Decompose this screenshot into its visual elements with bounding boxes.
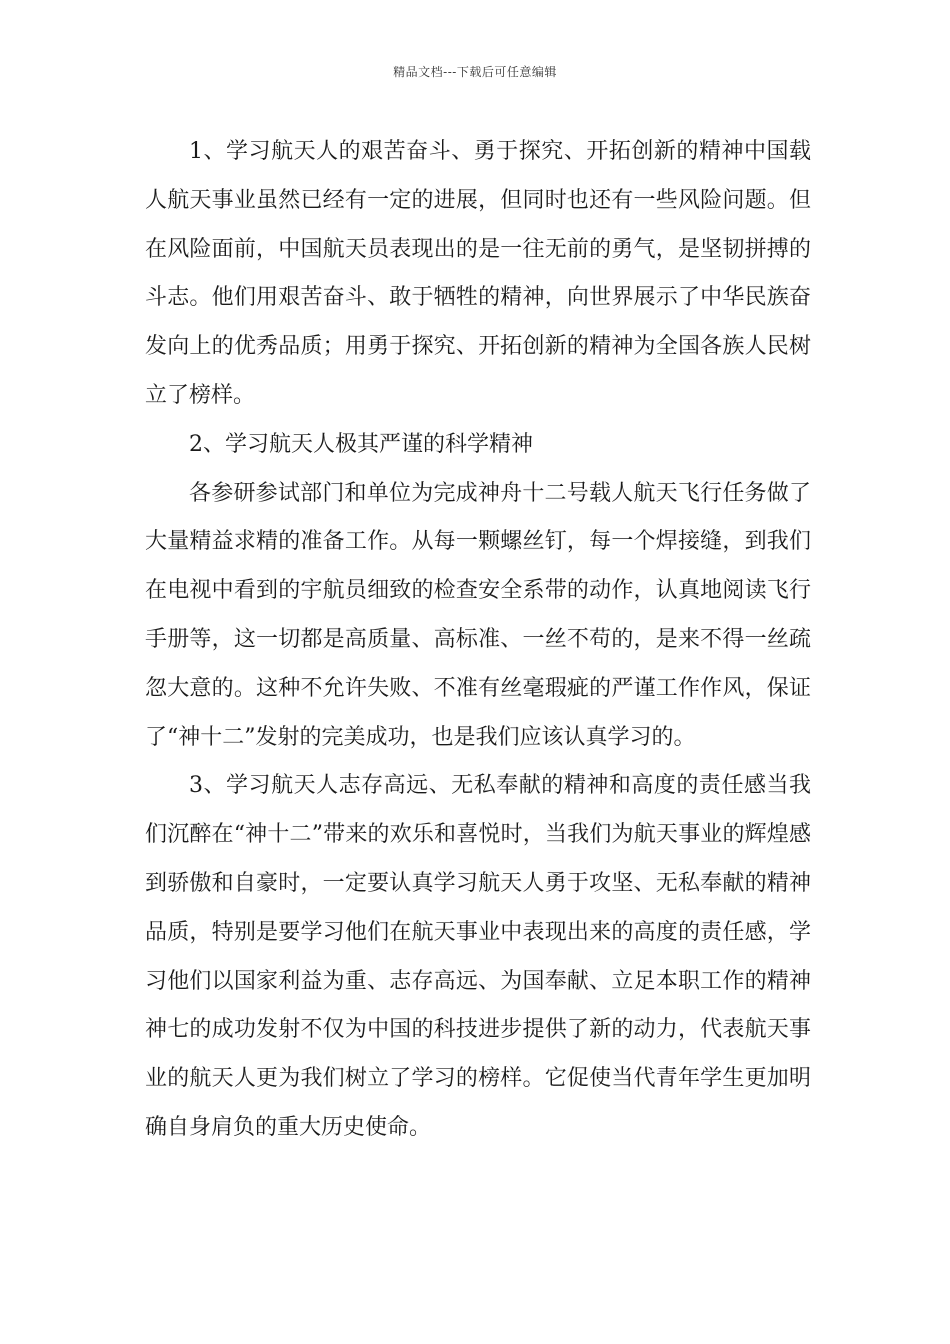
page-header: 精品文档---下载后可任意编辑: [393, 65, 557, 79]
document-body: [145, 128, 811, 1153]
paragraph-2: 2、学习航天人极其严谨的科学精神: [189, 431, 533, 457]
paragraph-4: 3、学习航天人志存高远、无私奉献的精神和高度的责任感当我们沉醉在“神十二”带来的欢乐和喜悦时，当我们为航天事业的辉煌感到骄傲和自豪时，一定要认真学习航天人勇于攻坚、无私奉献的精神品质，特别是要学习他们在航天事业中表现出来的高度的责任感，学习他们以国家利益为重、志存高远、为国奉献、立足本职工作的精神神七的成功发射不仅为中国的科技进步提供了新的动力，代表航天事业的航天人更为我们树立了学习的榜样。它促使当代青年学生更加明确自身肩负的重大历史使命。: [145, 773, 811, 1140]
paragraph-3: 各参研参试部门和单位为完成神舟十二号载人航天飞行任务做了大量精益求精的准备工作。从每一颗螺丝钉，每一个焊接缝，到我们在电视中看到的宇航员细致的检查安全系带的动作，认真地阅读飞行手册等，这一切都是高质量、高标准、一丝不苟的，是来不得一丝疏忽大意的。这种不允许失败、不准有丝毫瑕疵的严谨工作作风，保证了“神十二”发射的完美成功，也是我们应该认真学习的。: [145, 480, 811, 750]
paragraph-1: 1、学习航天人的艰苦奋斗、勇于探究、开拓创新的精神中国载人航天事业虽然已经有一定的进展，但同时也还有一些风险问题。但在风险面前，中国航天员表现出的是一往无前的勇气，是坚韧拼搏的斗志。他们用艰苦奋斗、敢于牺牲的精神，向世界展示了中华民族奋发向上的优秀品质；用勇于探究、开拓创新的精神为全国各族人民树立了榜样。: [145, 139, 811, 408]
